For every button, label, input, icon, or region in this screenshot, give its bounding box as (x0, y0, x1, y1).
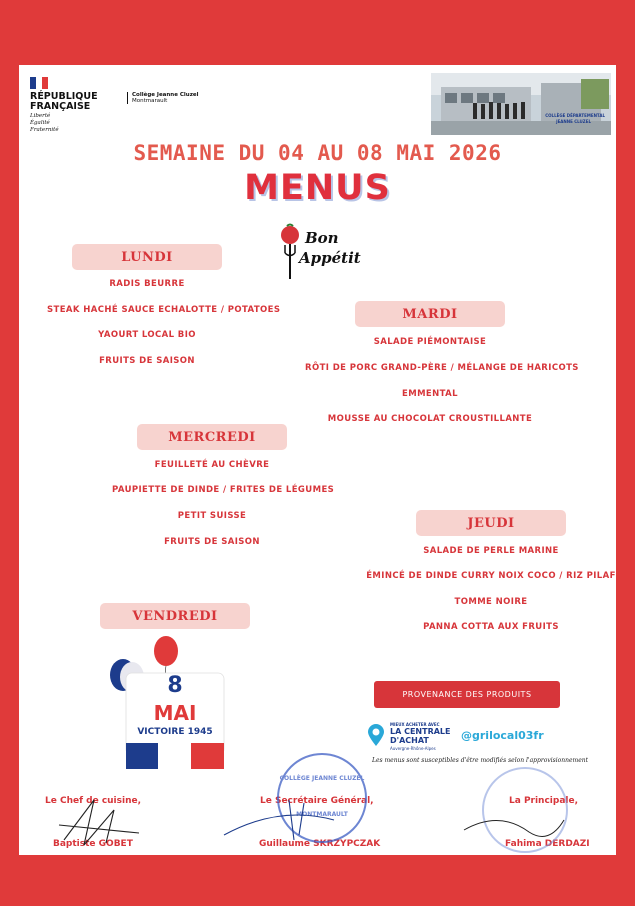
appetit-text: Appétit (299, 249, 361, 267)
day-tag-mardi: MARDI (355, 301, 505, 327)
provenance-banner: PROVENANCE DES PRODUITS (374, 681, 560, 708)
lundi-item-1: RADIS BEURRE (109, 279, 185, 289)
chef-title: Le Chef de cuisine, (45, 796, 142, 806)
menus-title: MENUS (244, 168, 391, 208)
school-photo-image (431, 73, 611, 135)
jeudi-item-3: TOMME NOIRE (454, 597, 528, 607)
chef-signature (54, 795, 144, 850)
motto-1: Liberté (30, 113, 51, 119)
mercredi-item-2: PAUPIETTE DE DINDE / FRITES DE LÉGUMES (112, 485, 335, 495)
photo-caption-2: JEANNE CLUZEL (556, 119, 591, 124)
centrale-region: Auvergne-Rhône-Alpes (390, 746, 436, 751)
republic-line2: FRANÇAISE (30, 101, 91, 112)
republique-logo (30, 77, 110, 137)
centrale-line2: D'ACHAT (390, 736, 429, 745)
marianne-icon (30, 77, 48, 89)
centrale-pin-icon (366, 724, 386, 748)
centrale-line1: LA CENTRALE (390, 727, 451, 736)
chef-name: Baptiste GOBET (53, 839, 133, 849)
day-tag-vendredi: VENDREDI (100, 603, 250, 629)
victoire-day-number: 8 (167, 673, 183, 698)
secretary-title: Le Secrétaire Général, (260, 796, 374, 806)
lundi-item-2: STEAK HACHÉ SAUCE ECHALOTTE / POTATOES (47, 305, 281, 315)
centrale-achat-logo (366, 722, 456, 754)
victoire-month: MAI (153, 701, 197, 725)
jeudi-item-1: SALADE DE PERLE MARINE (423, 546, 559, 556)
lundi-item-4: FRUITS DE SAISON (99, 356, 195, 366)
secretary-signature (219, 795, 339, 845)
mercredi-item-4: FRUITS DE SAISON (164, 537, 260, 547)
victoire-event: VICTOIRE 1945 (137, 727, 213, 737)
motto-2: Égalité (30, 120, 50, 126)
centrale-small: MIEUX ACHETER AVEC (390, 722, 440, 727)
mardi-item-4: MOUSSE AU CHOCOLAT CROUSTILLANTE (327, 414, 533, 424)
principal-signature (459, 810, 569, 850)
photo-caption-1: COLLÈGE DÉPARTEMENTAL (545, 113, 605, 118)
stamp-text-2: MONTMARAULT (296, 811, 348, 818)
college-line1: Collège Jeanne Cluzel (132, 92, 199, 98)
disclaimer-text: Les menus sont susceptibles d'être modifiés selon l'approvisionnement (371, 757, 589, 764)
principal-name: Fahima DERDAZI (505, 839, 590, 849)
mardi-item-3: EMMENTAL (402, 389, 458, 399)
college-name (127, 92, 199, 104)
mercredi-item-3: PETIT SUISSE (177, 511, 247, 521)
agrilocal-logo: @grilocal03fr (461, 729, 544, 742)
bon-appetit-logo (277, 223, 367, 283)
day-tag-lundi: LUNDI (72, 244, 222, 270)
stamp-text: COLLÈGE JEANNE CLUZEL (279, 775, 365, 782)
secretary-name: Guillaume SKRZYPCZAK (259, 839, 381, 849)
principal-title: La Principale, (509, 796, 579, 806)
day-tag-mercredi: MERCREDI (137, 424, 287, 450)
week-title: SEMAINE DU 04 AU 08 MAI 2026 (133, 141, 502, 165)
menu-sheet (19, 65, 616, 855)
lundi-item-3: YAOURT LOCAL BIO (98, 330, 196, 340)
jeudi-item-2: ÉMINCÉ DE DINDE CURRY NOIX COCO / RIZ PILAF (366, 571, 616, 581)
jeudi-item-4: PANNA COTTA AUX FRUITS (423, 622, 559, 632)
college-line2: Montmarault (132, 98, 168, 104)
motto-3: Fraternité (30, 127, 59, 133)
mardi-item-2: RÔTI DE PORC GRAND-PÈRE / MÉLANGE DE HARICOTS (305, 363, 579, 373)
mardi-item-1: SALADE PIÉMONTAISE (373, 337, 487, 347)
mercredi-item-1: FEUILLETÉ AU CHÈVRE (154, 460, 270, 470)
day-tag-jeudi: JEUDI (416, 510, 566, 536)
bon-text: Bon (305, 229, 339, 247)
republic-line1: RÉPUBLIQUE (30, 91, 98, 102)
victoire-1945-graphic (104, 633, 234, 773)
school-photo (431, 73, 611, 135)
